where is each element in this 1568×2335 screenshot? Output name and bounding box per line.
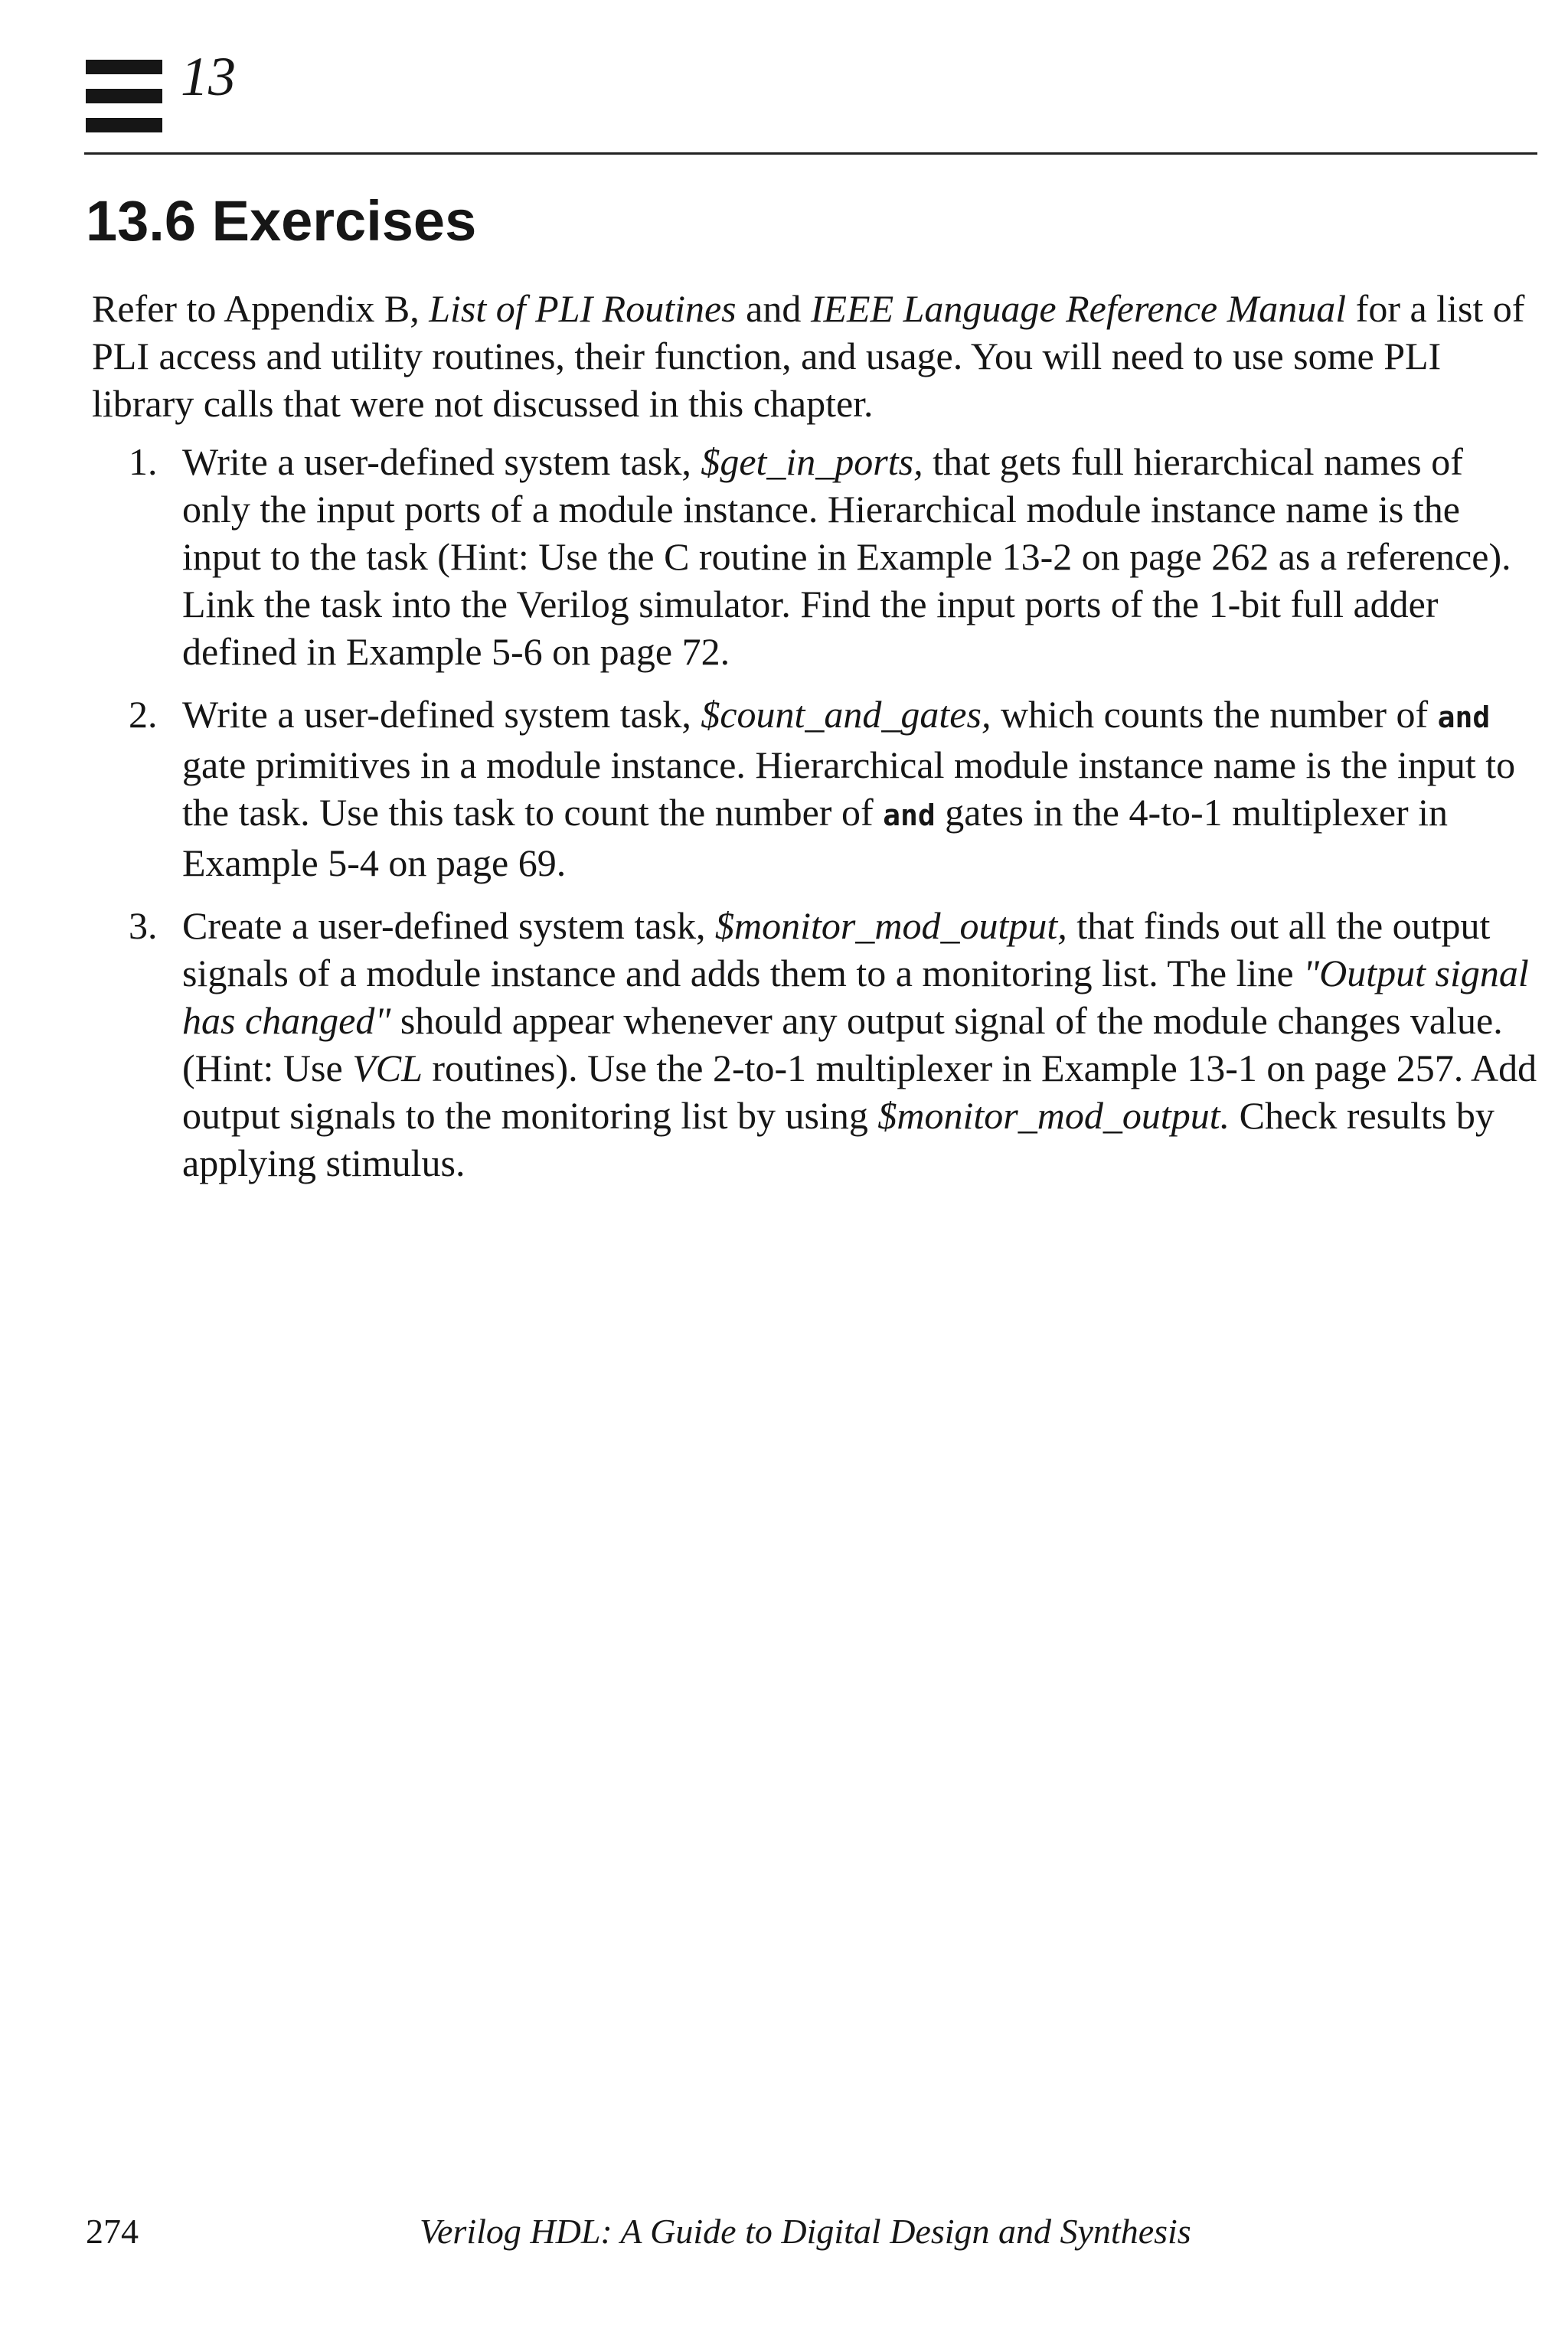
chapter-marker-icon bbox=[86, 54, 166, 138]
exercise-text: gates in the 4-to-1 multiplexer in Example 5-4 on page 69. bbox=[182, 791, 1449, 884]
keyword-and: and bbox=[1437, 700, 1491, 734]
exercise-item-1 bbox=[92, 438, 1539, 675]
footer-page-number: 274 bbox=[86, 2212, 139, 2251]
exercise-number: 1. bbox=[129, 440, 158, 483]
exercise-item-3 bbox=[92, 902, 1539, 1187]
exercise-text: routines). Use the 2-to-1 multiplexer in Example 13-1 on page 257. Add output signals to the monitoring list by using bbox=[182, 1047, 1537, 1137]
exercise-number: 3. bbox=[129, 904, 158, 947]
intro-text-5: for a list of PLI access and utility routines, their function, and usage. You will need to use some PLI library calls that were not discussed in this chapter. bbox=[92, 287, 1525, 425]
intro-paragraph bbox=[92, 285, 1539, 427]
task-name: $get_in_ports, bbox=[701, 440, 923, 483]
exercise-text: Check results by applying stimulus. bbox=[182, 1094, 1494, 1184]
keyword-and: and bbox=[883, 798, 936, 832]
intro-text-1: Refer to Appendix B, bbox=[92, 287, 430, 330]
exercise-item-2 bbox=[92, 691, 1539, 887]
exercise-text: Write a user-defined system task, bbox=[182, 693, 701, 736]
intro-ref-ieee-manual: IEEE Language Reference Manual bbox=[810, 287, 1347, 330]
exercise-text: which counts the number of bbox=[991, 693, 1438, 736]
task-name: $monitor_mod_output. bbox=[877, 1094, 1230, 1137]
exercise-text: Write a user-defined system task, bbox=[182, 440, 701, 483]
task-name: $monitor_mod_output, bbox=[714, 904, 1067, 947]
task-name: $count_and_gates, bbox=[701, 693, 991, 736]
exercise-text: should appear whenever any output signal of the module changes value. (Hint: Use bbox=[182, 999, 1503, 1089]
exercise-text: gate primitives in a module instance. Hierarchical module instance name is the input to the task. Use this task to count the number of bbox=[182, 743, 1516, 834]
exercise-text: that gets full hierarchical names of only the input ports of a module instance. Hierarchical module instance name is the input to the task (Hint: Use the C routine in Example 13-2 on page 262 as a reference). Link the task into the Verilog simulator. Find the input ports of the 1-bit full adder defined in Example 5-6 on page 72. bbox=[182, 440, 1511, 673]
exercise-text: that finds out all the output signals of a module instance and adds them to a monitoring list. The line bbox=[182, 904, 1491, 994]
section-title: 13.6 Exercises bbox=[86, 189, 477, 253]
exercise-number: 2. bbox=[129, 693, 158, 736]
intro-text-3: and bbox=[736, 287, 811, 330]
chapter-number: 13 bbox=[181, 46, 236, 107]
header-rule bbox=[84, 152, 1537, 155]
footer-book-title: Verilog HDL: A Guide to Digital Design and Synthesis bbox=[420, 2212, 1191, 2251]
exercise-list bbox=[92, 438, 1539, 1202]
exercise-text: Create a user-defined system task, bbox=[182, 904, 715, 947]
intro-ref-pli-routines: List of PLI Routines bbox=[429, 287, 737, 330]
quoted-message: "Output signal has changed" bbox=[182, 952, 1529, 1042]
vcl-term: VCL bbox=[352, 1047, 423, 1089]
